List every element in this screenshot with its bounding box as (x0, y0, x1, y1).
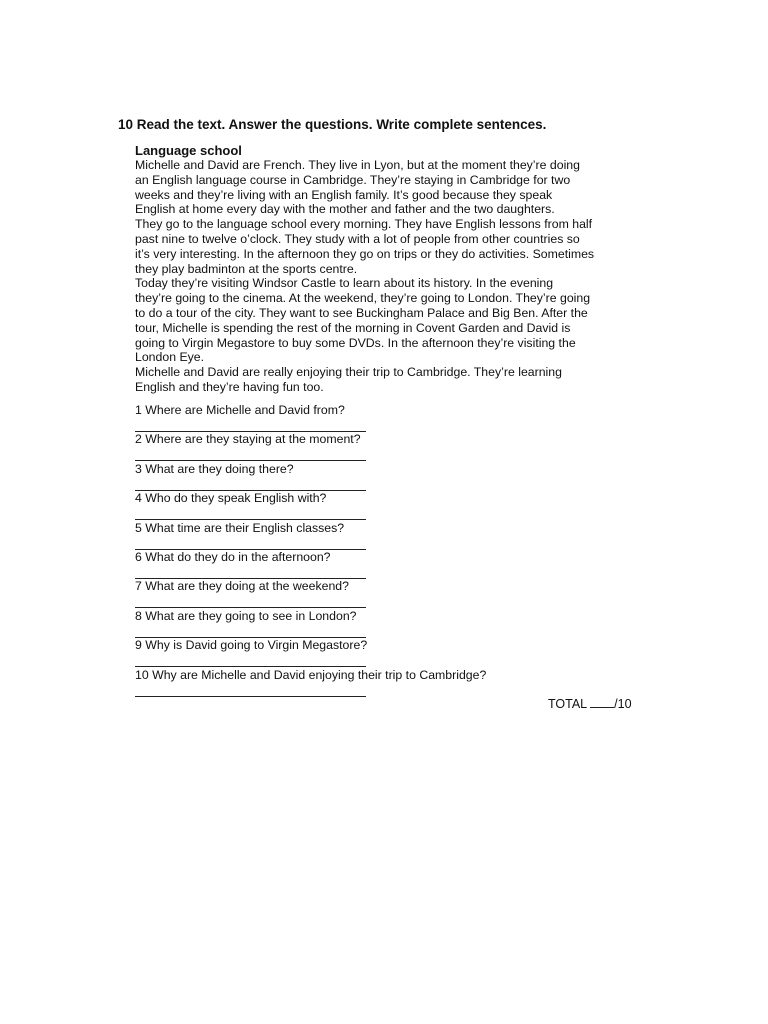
question-item (135, 462, 655, 491)
text-title: Language school (135, 143, 242, 158)
question-list (135, 403, 655, 697)
total-label: TOTAL (548, 697, 587, 711)
text-line: past nine to twelve o’clock. They study with a lot of people from other countries so (135, 231, 580, 246)
question-item (135, 550, 655, 579)
text-line: English and they’re having fun too. (135, 379, 324, 394)
text-line: to do a tour of the city. They want to see Buckingham Palace and Big Ben. After the (135, 305, 588, 320)
question-item (135, 579, 655, 608)
question-text: 6 What do they do in the afternoon? (135, 549, 331, 564)
question-text: 4 Who do they speak English with? (135, 491, 327, 506)
question-text: 3 What are they doing there? (135, 461, 294, 476)
question-item (135, 491, 655, 520)
question-item (135, 609, 655, 638)
question-text: 9 Why is David going to Virgin Megastore? (135, 638, 368, 653)
text-line: tour, Michelle is spending the rest of the morning in Covent Garden and David is (135, 320, 571, 335)
total-score (548, 696, 632, 711)
text-line: They go to the language school every morning. They have English lessons from half (135, 217, 593, 232)
question-item (135, 638, 655, 667)
question-item (135, 403, 655, 432)
reading-text (135, 143, 655, 395)
question-text: 10 Why are Michelle and David enjoying their trip to Cambridge? (135, 667, 487, 682)
text-line: an English language course in Cambridge. They’re staying in Cambridge for two (135, 172, 571, 187)
text-line: they’re going to the cinema. At the weekend, they’re going to London. They’re going (135, 291, 591, 306)
text-line: they play badminton at the sports centre. (135, 261, 358, 276)
total-blank[interactable] (590, 696, 614, 708)
answer-line[interactable] (135, 696, 366, 697)
text-line: Today they’re visiting Windsor Castle to learn about its history. In the evening (135, 276, 554, 291)
text-line: going to Virgin Megastore to buy some DVDs. In the afternoon they’re visiting the (135, 335, 576, 350)
text-line: Michelle and David are really enjoying their trip to Cambridge. They’re learning (135, 365, 562, 380)
question-text: 7 What are they doing at the weekend? (135, 579, 349, 594)
question-text: 5 What time are their English classes? (135, 520, 345, 535)
question-text: 2 Where are they staying at the moment? (135, 432, 361, 447)
text-line: English at home every day with the mother and father and the two daughters. (135, 202, 555, 217)
text-line: London Eye. (135, 350, 205, 365)
text-line: it’s very interesting. In the afternoon they go on trips or they do activities. Sometimes (135, 246, 595, 261)
question-text: 1 Where are Michelle and David from? (135, 403, 345, 417)
text-line: weeks and they’re living with an English family. It’s good because they speak (135, 187, 553, 202)
question-text: 8 What are they going to see in London? (135, 608, 357, 623)
question-item (135, 521, 655, 550)
question-item (135, 432, 655, 461)
question-item (135, 668, 655, 697)
exercise-instruction: 10 Read the text. Answer the questions. Write complete sentences. (118, 117, 547, 132)
text-line: Michelle and David are French. They live in Lyon, but at the moment they’re doing (135, 158, 580, 172)
text-body (135, 158, 655, 395)
total-suffix: /10 (614, 697, 632, 711)
